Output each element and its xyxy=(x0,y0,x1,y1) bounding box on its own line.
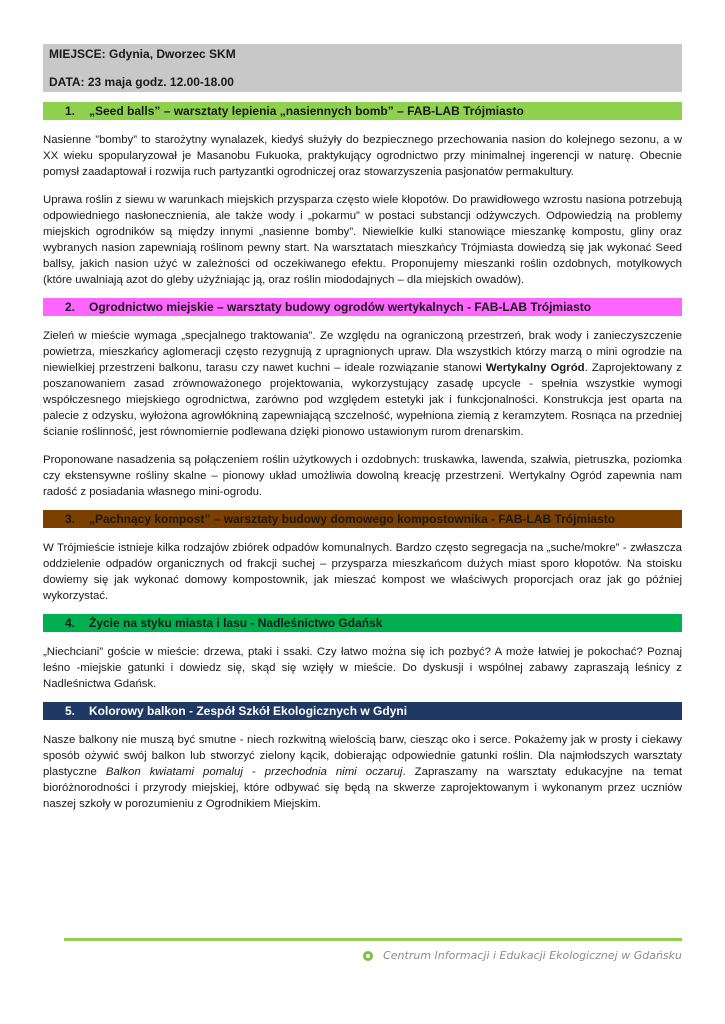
section-number: 3. xyxy=(65,512,76,526)
section-1-header xyxy=(43,102,682,120)
section-number: 1. xyxy=(65,104,76,118)
section-3-paragraph-1: W Trójmieście istnieje kilka rodzajów zbiórek odpadów komunalnych. Bardzo często segregacja na „suche/mokre” - zwłaszcza oddzielenie odpadów organicznych od frakcji suchej – przysparza mieszkańcom dużych miast sporo kłopotów. Na stoisku dowiemy się jak wykonać domowy kompostownik, jak mieszać kompost we właściwych proporcjach oraz jak go później wykorzystać. xyxy=(43,542,682,602)
paragraph-bold-text: Wertykalny Ogród xyxy=(485,362,585,374)
section-1-paragraph-2: Uprawa roślin z siewu w warunkach miejskich przysparza często wiele kłopotów. Do prawidłowego wzrostu nasiona potrzebują odpowiedniego nasłonecznienia, ale także wody i „pokarmu” w postaci substancji odżywczych. Odpowiedzią na problemy miejskich ogrodników są między innymi „nasienne bomby”. Niewielkie kulki stanowiące mieszankę kompostu, gliny oraz wybranych nasion zapewniają roślinom pewny start. Na warsztatach mieszkańcy Trójmiasta dowiedzą się jak wykonać Seed ballsy, jakich nasion użyć w zależności od oczekiwanego efektu. Proponujemy mieszanki roślin ozdobnych, motylkowych (które uwalniają azot do gleby użyźniając ją, oraz roślin miododajnych – dla miejskich owadów). xyxy=(43,194,682,286)
leaf-circle-logo-icon xyxy=(363,951,373,961)
section-1-paragraph-1: Nasienne ”bomby” to starożytny wynalazek, kiedyś służyły do bezpiecznego przechowania nasion do kolejnego sezonu, a w XX wieku spopularyzował je Masanobu Fukuoka, praktykujący ogrodnictwo przy minimalnej ingerencji w naturę. Obecnie pomysł zaadaptował i rozwija ruch partyzantki ogrodniczej oraz stowarzyszenia pasjonatów permakultury. xyxy=(43,134,682,178)
event-place: MIEJSCE: Gdynia, Dworzec SKM xyxy=(49,47,236,61)
paragraph-italic-text: Balkon kwiatami pomaluj - przechodnia nimi oczaruj xyxy=(105,766,403,778)
section-title: Ogrodnictwo miejskie – warsztaty budowy ogrodów wertykalnych - FAB-LAB Trójmiasto xyxy=(89,300,592,314)
footer-text: Centrum Informacji i Edukacji Ekologicznej w Gdańsku xyxy=(383,949,682,962)
paragraph-text: . Zapraszamy na warsztaty edukacyjne na temat bioróżnorodności i przyrody miejskiej, które odbywać się będą na skwerze zaprojektowanym i wykonanym przez uczniów naszej szkoły w porozumieniu z Ogrodnikiem Miejskim. xyxy=(43,766,682,810)
event-info-box xyxy=(43,44,682,92)
section-5-paragraph-1 xyxy=(43,732,682,812)
section-2-paragraph-1 xyxy=(43,328,682,440)
section-number: 4. xyxy=(65,616,76,630)
section-2-paragraph-2: Proponowane nasadzenia są połączeniem roślin użytkowych i ozdobnych: truskawka, lawenda, szałwia, pietruszka, poziomka czy ekstensywne rośliny skalne – pionowy układ umożliwia dowolną kreację przestrzeni. Wertykalny Ogród zapewnia nam radość z posiadania własnego mini-ogrodu. xyxy=(43,454,682,498)
paragraph-text: . Zaprojektowany z poszanowaniem zasad zrównoważonego projektowania, wykorzystujący zasadę upcycle - spełnia wszystkie wymogi współczesnego miejskiego ogrodnictwa, zarówno pod względem estetyki jak i funkcjonalności. Konstrukcja jest oparta na palecie z odzysku, wyłożona agrowłókniną zapewniającą szczelność, wypełniona ziemią z keramzytem. Rosnąca na przedniej ścianie roślinność, jest równomiernie podlewana dzięki pionowo ustawionym rurom drenarskim. xyxy=(43,362,682,438)
paragraph-text: Zieleń w mieście wymaga „specjalnego traktowania”. Ze względu na ograniczoną przestrzeń, brak wody i zanieczyszczenie powietrza, mieszkańcy aglomeracji często rezygnują z upragnionych upraw. Dla wszystkich którzy marzą o mini ogrodzie na niewielkiej przestrzeni balkonu, tarasu czy nawet kuchni – ideale rozwiązanie stanowi xyxy=(43,330,682,374)
section-4-paragraph-1: „Niechciani” goście w mieście: drzewa, ptaki i ssaki. Czy łatwo można się ich pozbyć? A może łatwiej je pokochać? Poznaj leśno -miejskie gatunki i dowiedz się, skąd się wzięły w mieście. Do dyskusji i wspólnej zabawy zapraszają leśnicy z Nadleśnictwa Gdańsk. xyxy=(43,646,682,690)
section-title: „Seed balls” – warsztaty lepienia „nasiennych bomb” – FAB-LAB Trójmiasto xyxy=(89,104,524,118)
footer-divider xyxy=(64,938,682,941)
event-date: DATA: 23 maja godz. 12.00-18.00 xyxy=(49,75,234,89)
footer xyxy=(363,949,682,962)
document-page xyxy=(43,44,682,812)
section-title: Życie na styku miasta i lasu - Nadleśnictwo Gdańsk xyxy=(89,616,383,630)
section-title: „Pachnący kompost” – warsztaty budowy domowego kompostownika - FAB-LAB Trójmiasto xyxy=(89,512,616,526)
section-5-header xyxy=(43,702,682,720)
section-number: 2. xyxy=(65,300,76,314)
section-2-header xyxy=(43,298,682,316)
paragraph-text: Nasze balkony nie muszą być smutne - niech rozkwitną wielością barw, ciesząc oko i serce. Pokażemy jak w prosty i ciekawy sposób ożywić swój balkon lub stworzyć zielony kącik, dobierając odpowiednie gatunki roślin. Dla najmłodszych warsztaty plastyczne xyxy=(43,734,682,778)
section-number: 5. xyxy=(65,704,76,718)
section-title: Kolorowy balkon - Zespół Szkół Ekologicznych w Gdyni xyxy=(89,704,408,718)
section-3-header xyxy=(43,510,682,528)
section-4-header xyxy=(43,614,682,632)
